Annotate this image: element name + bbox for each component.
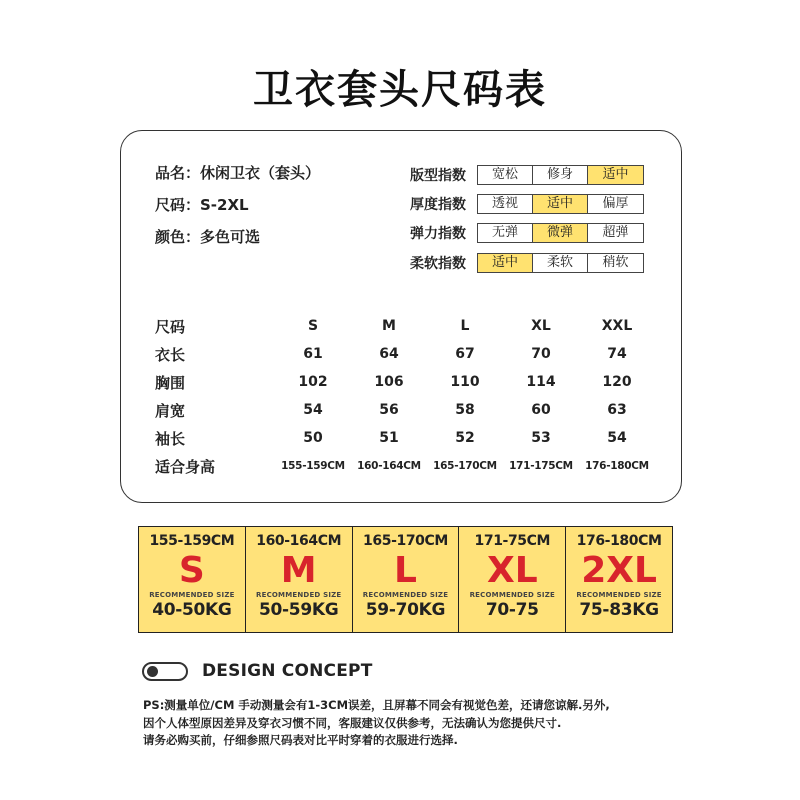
table-cell: 50: [303, 430, 323, 446]
table-cell: 58: [455, 402, 475, 418]
size-table-header: [155, 312, 655, 340]
height-range: 165-170CM: [363, 533, 448, 549]
table-cell: 171-175CM: [509, 460, 573, 472]
note-line: 请务必购买前，仔细参照尺码表对比平时穿着的衣服进行选择.: [143, 733, 458, 747]
recommended-size-caption: RECOMMENDED SIZE: [149, 591, 235, 599]
recommended-size-caption: RECOMMENDED SIZE: [256, 591, 342, 599]
table-cell: 110: [450, 374, 480, 390]
recommended-size-panel: [138, 526, 673, 633]
index-option: 修身: [533, 166, 588, 184]
weight-range: 59-70KG: [365, 600, 446, 620]
recommended-size-caption: RECOMMENDED SIZE: [576, 591, 662, 599]
table-cell: 165-170CM: [433, 460, 497, 472]
row-label: 衣长: [155, 345, 186, 364]
size-letter: 2XL: [581, 550, 657, 591]
index-options: [477, 165, 644, 185]
table-row: [155, 452, 655, 480]
toggle-icon: [142, 662, 188, 681]
table-cell: 54: [607, 430, 627, 446]
height-range: 160-164CM: [256, 533, 342, 549]
index-options: [477, 194, 644, 214]
measurement-notes: [143, 697, 663, 750]
index-option: 偏厚: [588, 195, 643, 213]
size-letter: L: [394, 550, 417, 591]
index-option-selected: 适中: [588, 166, 643, 184]
index-option: 稍软: [588, 254, 643, 272]
row-label: 袖长: [155, 429, 186, 448]
index-option: 柔软: [533, 254, 588, 272]
index-option-selected: 微弹: [533, 224, 588, 242]
index-option-selected: 适中: [478, 254, 533, 272]
table-row: [155, 424, 655, 452]
fit-indices: [410, 160, 644, 277]
index-label: 柔软指数: [410, 255, 466, 272]
table-cell: 176-180CM: [585, 460, 649, 472]
product-color: 颜色：多色可选: [155, 228, 261, 246]
recommended-size-box: [246, 527, 353, 632]
weight-range: 75-83KG: [579, 600, 659, 620]
size-table-header-label: 尺码: [155, 317, 186, 336]
index-option: 宽松: [478, 166, 533, 184]
size-column-header: S: [307, 318, 319, 334]
product-name: 品名：休闲卫衣（套头）: [155, 164, 321, 182]
size-letter: M: [280, 550, 317, 591]
table-cell: 53: [531, 430, 551, 446]
table-row: [155, 340, 655, 368]
index-label: 厚度指数: [410, 196, 466, 213]
index-option-selected: 适中: [533, 195, 588, 213]
table-cell: 64: [379, 346, 399, 362]
index-option: 无弹: [478, 224, 533, 242]
table-cell: 61: [303, 346, 323, 362]
index-label: 弹力指数: [410, 226, 466, 243]
index-options: [477, 253, 644, 273]
row-label: 适合身高: [155, 457, 216, 476]
recommended-size-caption: RECOMMENDED SIZE: [469, 591, 555, 599]
note-line: 因个人体型原因差异及穿衣习惯不同，客服建议仅供参考，无法确认为您提供尺寸.: [143, 715, 562, 730]
design-concept-heading: DESIGN CONCEPT: [202, 661, 373, 681]
table-row: [155, 368, 655, 396]
table-cell: 60: [531, 402, 551, 418]
table-cell: 70: [531, 346, 551, 362]
weight-range: 70-75: [485, 600, 539, 620]
size-column-header: L: [460, 318, 470, 334]
size-column-header: XL: [531, 318, 551, 334]
row-label: 肩宽: [155, 401, 186, 420]
table-cell: 102: [298, 374, 328, 390]
table-cell: 120: [602, 374, 632, 390]
table-cell: 63: [607, 402, 627, 418]
size-letter: S: [178, 550, 205, 591]
recommended-size-box: [139, 527, 246, 632]
row-label: 胸围: [155, 373, 186, 392]
height-range: 155-159CM: [149, 533, 235, 549]
index-option: 透视: [478, 195, 533, 213]
table-cell: 74: [607, 346, 627, 362]
size-column-header: XXL: [601, 318, 633, 334]
index-row: [410, 189, 644, 218]
note-line: PS:测量单位/CM 手动测量会有1-3CM误差，且屏幕不同会有视觉色差，还请您谅解.另外,: [143, 698, 610, 712]
size-table: [155, 312, 655, 480]
height-range: 171-75CM: [474, 533, 551, 549]
product-size-range: 尺码：S-2XL: [155, 196, 249, 214]
table-cell: 67: [455, 346, 475, 362]
recommended-size-box: [353, 527, 460, 632]
table-cell: 106: [374, 374, 404, 390]
weight-range: 50-59KG: [258, 600, 339, 620]
table-cell: 155-159CM: [281, 460, 345, 472]
table-cell: 52: [455, 430, 475, 446]
table-row: [155, 396, 655, 424]
page-title: 卫衣套头尺码表: [253, 67, 547, 113]
size-column-header: M: [382, 318, 396, 334]
table-cell: 114: [526, 374, 556, 390]
height-range: 176-180CM: [576, 533, 662, 549]
index-label: 版型指数: [410, 167, 466, 184]
index-row: [410, 160, 644, 189]
recommended-size-box: [566, 527, 672, 632]
recommended-size-box: [459, 527, 566, 632]
weight-range: 40-50KG: [152, 600, 232, 620]
table-cell: 51: [379, 430, 399, 446]
index-row: [410, 219, 644, 248]
product-info: [155, 157, 320, 253]
table-cell: 56: [379, 402, 399, 418]
index-options: [477, 223, 644, 243]
size-letter: XL: [486, 550, 538, 591]
index-row: [410, 248, 644, 277]
recommended-size-caption: RECOMMENDED SIZE: [362, 591, 449, 599]
toggle-knob: [147, 666, 158, 677]
table-cell: 54: [303, 402, 323, 418]
table-cell: 160-164CM: [357, 460, 421, 472]
index-option: 超弹: [588, 224, 643, 242]
